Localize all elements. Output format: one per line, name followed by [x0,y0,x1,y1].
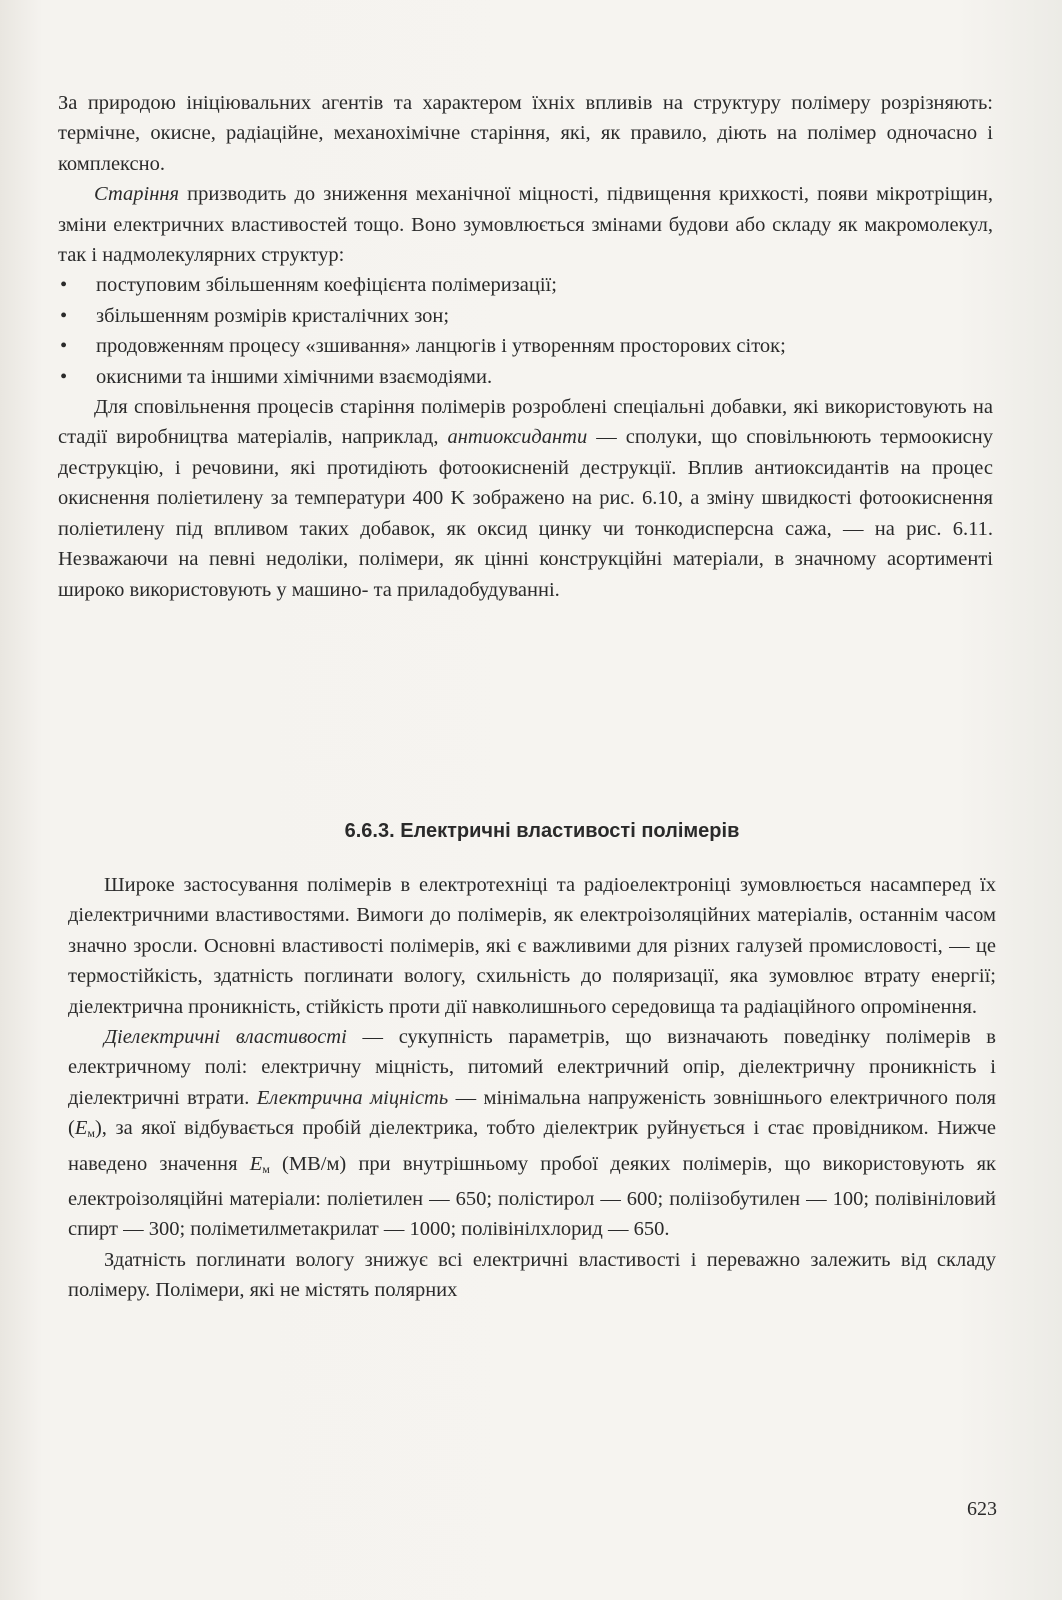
text-block-electrical [68,870,996,1306]
list-item [58,270,993,300]
page-number: 623 [967,1498,997,1520]
symbol-subscript: м [87,1126,95,1141]
paragraph-antioxidants-start: Для сповільнення процесів старіння полімерів розроблені спеціальні добавки, які використовують на стадії виробництва матеріалів, наприклад, [58,396,993,449]
bullet-icon: • [60,335,68,358]
paragraph-antioxidants-rest: — сполуки, що сповільнюють термоокисну деструкцію, і речовини, які протидіють фотоокисненій деструкції. Вплив антиоксидантів на процес окиснення поліетилену за температури 400 K зображено на рис. 6.10, а зміну швидкості фотоокиснення поліетилену під впливом таких добавок, як оксид цинку чи тонкодисперсна сажа, — на рис. 6.11. Незважаючи на певні недоліки, полімери, як цінні конструкційні матеріали, в значному асортименті широко використовують у машино- та приладобудуванні. [58,426,993,601]
paragraph-dielectric-text-d: (МВ/м) при внутрішньому пробої деяких полімерів, що використовують як електроізоляційні матеріали: поліетилен — 650; полістирол — 600; поліізобутилен — 100; полівініловий спирт — 300; поліметилметакрилат — 1000; полівінілхлорид — 650. [68,1152,996,1241]
term-dielectric-properties: Діелектричні властивості [104,1026,347,1049]
paragraph-aging-types: За природою ініціювальних агентів та характером їхніх впливів на структуру полімеру розрізняють: термічне, окисне, радіаційне, механохімічне старіння, які, як правило, діють на полімер одночасно і комплексно. [58,92,993,175]
paragraph-aging-effects [58,179,993,270]
paragraph-antioxidants [58,392,993,605]
list-item [58,331,993,361]
paragraph-dielectric-text-c: ), за якої відбувається пробій діелектрика, тобто діелектрик руйнується і стає провідником. Нижче наведено значення [68,1117,996,1175]
term-electric-strength: Електрична міцність [256,1086,449,1109]
list-item-text: окисними та іншими хімічними взаємодіями. [96,365,493,388]
term-antioxidants: антиоксиданти [447,426,588,449]
list-item-text: продовженням процесу «зшивання» ланцюгів і утворенням просторових сіток; [96,335,786,358]
term-aging: Старіння [94,183,180,206]
bullet-icon: • [60,274,68,297]
list-item-text: збільшенням розмірів кристалічних зон; [96,304,450,327]
list-item-text: поступовим збільшенням коефіцієнта полімеризації; [96,274,557,297]
paragraph-electrical-intro: Широке застосування полімерів в електротехніці та радіоелектроніці зумовлюється насамперед їх діелектричними властивостями. Вимоги до полімерів, як електроізоляційних матеріалів, останнім часом значно зросли. Основні властивості полімерів, які є важливими для різних галузей промисловості, — це термостійкість, здатність поглинати вологу, схильність до поляризації, яка зумовлює втрату енергії; діелектрична проникність, стійкість проти дії навколишнього середовища та радіаційного опромінення. [68,874,996,1018]
section-heading: 6.6.3. Електричні властивості полімерів [344,820,740,842]
paragraph-aging-effects-text: призводить до зниження механічної міцності, підвищення крихкості, появи мікротріщин, зміни електричних властивостей тощо. Воно зумовлюється змінами будови або складу як макромолекул, так і надмолекулярних структур: [58,183,993,267]
paragraph-dielectric-text-a: — сукупність параметрів, що визначають поведінку полімерів в електричному полі: електричну міцність, питомий електричний опір, діелектричну проникність і діелектричні втрати. [68,1026,996,1109]
paragraph-dielectric-properties [68,1022,996,1245]
bullet-icon: • [60,365,68,388]
aging-causes-list [58,270,993,392]
list-item [58,301,993,331]
symbol-subscript: м [262,1161,270,1176]
paragraph-dielectric-text-b: — мінімальна напруженість зовнішнього електричного поля ( [68,1086,996,1140]
symbol-e: E [249,1152,263,1175]
paragraph-moisture: Здатність поглинати вологу знижує всі електричні властивості і переважно залежить від складу полімеру. Полімери, які не містять полярних [68,1248,996,1302]
symbol-e: E [74,1117,88,1140]
text-block-aging [58,88,993,605]
list-item [58,362,993,392]
bullet-icon: • [60,304,68,327]
